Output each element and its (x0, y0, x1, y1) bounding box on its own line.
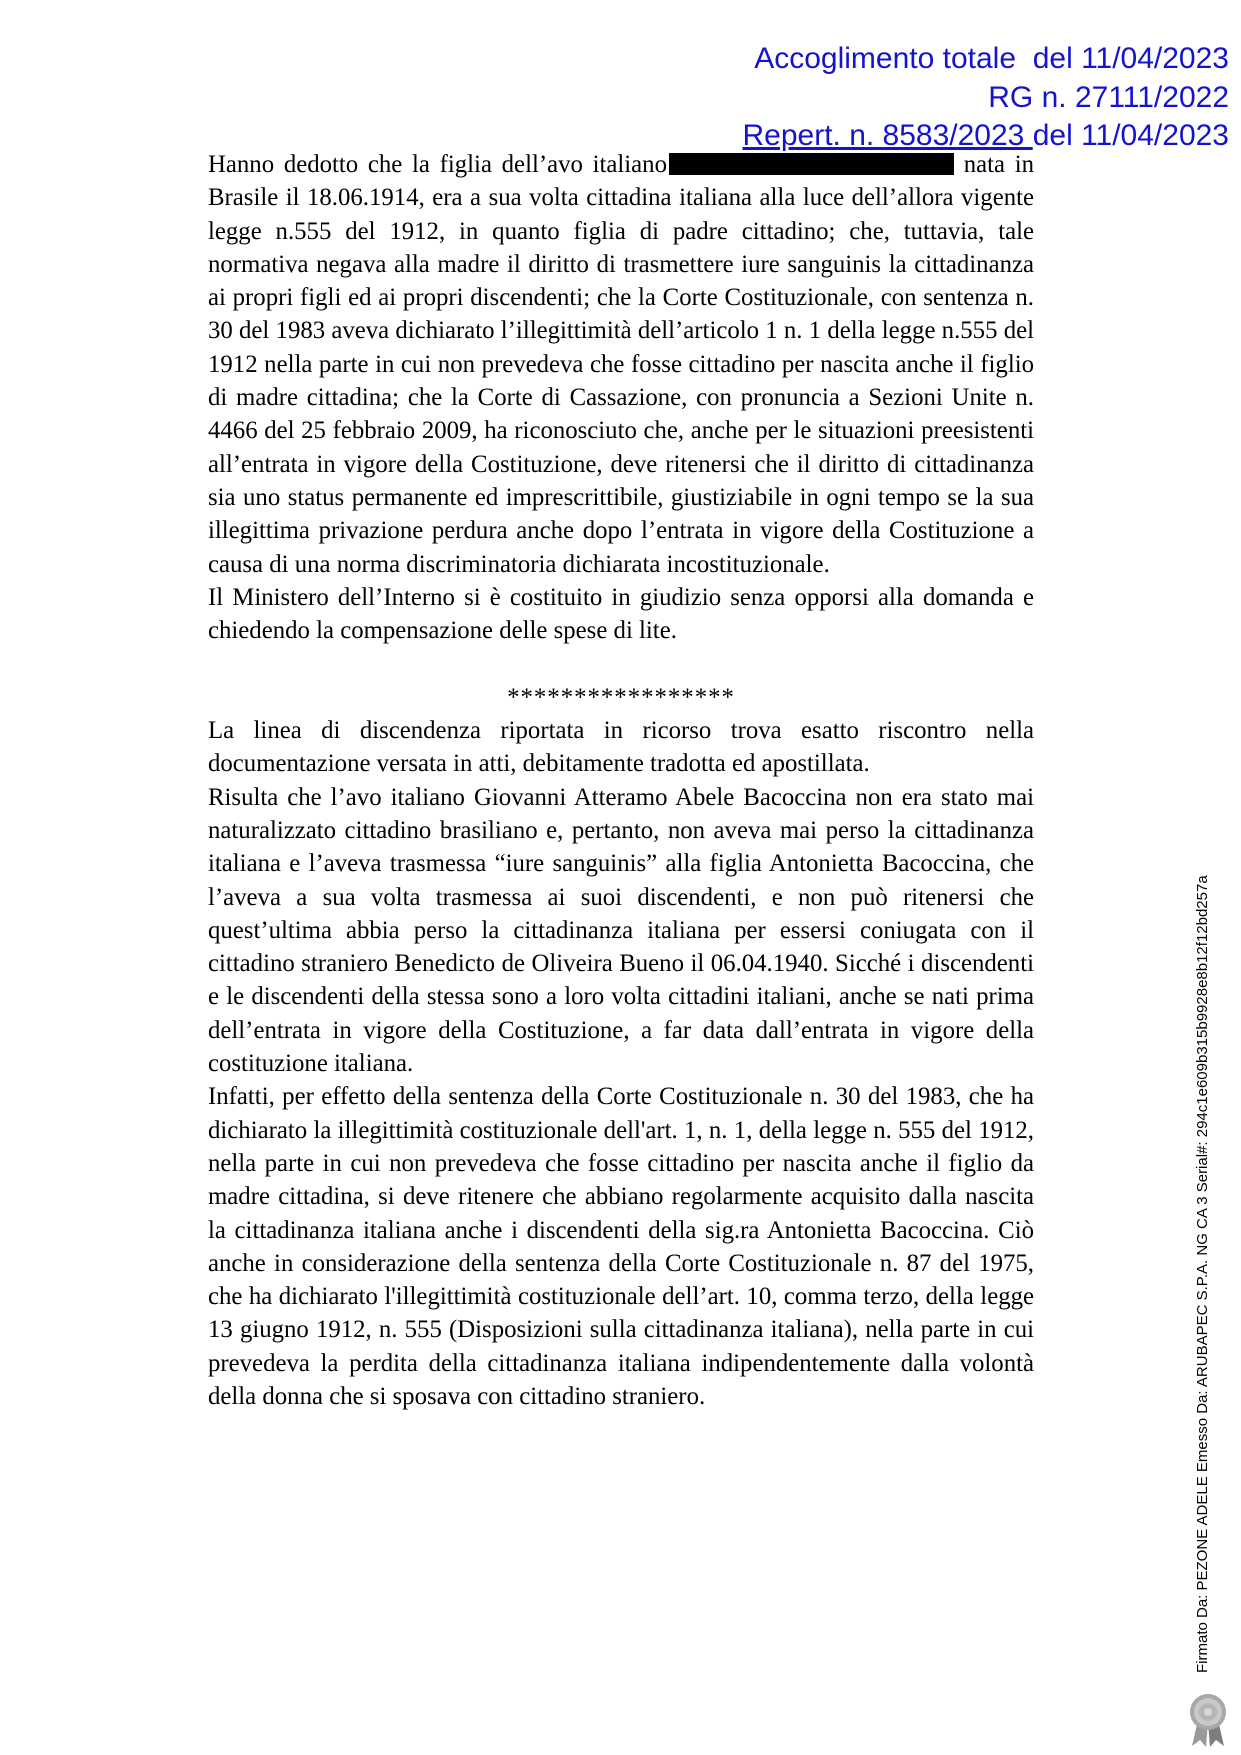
certificate-seal-icon (1186, 1692, 1230, 1748)
digital-signature-text: Firmato Da: PEZONE ADELE Emesso Da: ARUBAPEC S.P.A. NG CA 3 Serial#: 294c1e609b315b9928e8b12f12bd257a (1194, 875, 1211, 1673)
paragraph-court-ruling: Infatti, per effetto della sentenza della Corte Costituzionale n. 30 del 1983, che ha dichiarato la illegittimità costituzionale dell'art. 1, n. 1, della legge n. 555 del 1912, nella parte in cui non prevedeva che fosse cittadino per nascita anche il figlio da madre cittadina, si deve ritenere che abbiano regolarmente acquisito dalla nascita la cittadinanza italiana anche i discendenti della sig.ra Antonietta Bacoccina. Ciò anche in considerazione della sentenza della Corte Costituzionale n. 87 del 1975, che ha dichiarato l'illegittimità costituzionale dell’art. 10, comma terzo, della legge 13 giugno 1912, n. 555 (Disposizioni sulla cittadinanza italiana), nella parte in cui prevedeva la perdita della cittadinanza italiana indipendentemente dalla volontà della donna che si sposava con cittadino straniero. (208, 1083, 1034, 1410)
blank-line (208, 647, 1034, 680)
section-separator: ***************** (507, 683, 735, 711)
paragraph-ancestor: Risulta che l’avo italiano Giovanni Atteramo Abele Bacoccina non era stato mai naturalizzato cittadino brasiliano e, pertanto, non aveva mai perso la cittadinanza italiana e l’aveva trasmessa “iure sanguinis” alla figlia Antonietta Bacoccina, che l’aveva a sua volta trasmessa ai suoi discendenti, e non può ritenersi che quest’ultima abbia perso la cittadinanza italiana per essersi coniugata con il cittadino straniero Benedicto de Oliveira Bueno il 06.04.1940. Sicché i discendenti e le discendenti della stessa sono a loro volta cittadini italiani, anche se nati prima dell’entrata in vigore della Costituzione, a far data dall’entrata in vigore della costituzione italiana. (208, 783, 1034, 1078)
paragraph-allegations-start: Hanno dedotto che la figlia dell’avo italiano (208, 151, 667, 178)
header-stamp (742, 40, 1229, 156)
stamp-repert-number: Repert. n. 8583/2023 (742, 119, 1033, 152)
paragraph-ministry: Il Ministero dell’Interno si è costituito in giudizio senza opporsi alla domanda e chiedendo la compensazione delle spese di lite. (208, 583, 1034, 645)
paragraph-allegations (208, 148, 1034, 581)
stamp-decision: Accoglimento totale del 11/04/2023 (754, 42, 1229, 75)
document-body (208, 148, 1034, 1413)
stamp-rg-number: RG n. 27111/2022 (988, 80, 1229, 114)
stamp-repert-date: del 11/04/2023 (1032, 119, 1229, 152)
redaction-bar (669, 153, 954, 175)
paragraph-lineage: La linea di discendenza riportata in ricorso trova esatto riscontro nella documentazione versata in atti, debitamente tradotta ed apostillata. (208, 717, 1034, 778)
paragraph-allegations-rest: nata in Brasile il 18.06.1914, era a sua volta cittadina italiana alla luce dell’allora vigente legge n.555 del 1912, in quanto figlia di padre cittadino; che, tuttavia, tale normativa negava alla madre il diritto di trasmettere iure sanguinis la cittadinanza ai propri figli ed ai propri discendenti; che la Corte Costituzionale, con sentenza n. 30 del 1983 aveva dichiarato l’illegittimità dell’articolo 1 n. 1 della legge n.555 del 1912 nella parte in cui non prevedeva che fosse cittadino per nascita anche il figlio di madre cittadina; che la Corte di Cassazione, con pronuncia a Sezioni Unite n. 4466 del 25 febbraio 2009, ha riconosciuto che, anche per le situazioni preesistenti all’entrata in vigore della Costituzione, deve ritenersi che il diritto di cittadinanza sia uno status permanente ed imprescrittibile, giustiziabile in ogni tempo se la sua illegittima privazione perdura anche dopo l’entrata in vigore della Costituzione a causa di una norma discriminatoria dichiarata incostituzionale. (208, 151, 1034, 578)
